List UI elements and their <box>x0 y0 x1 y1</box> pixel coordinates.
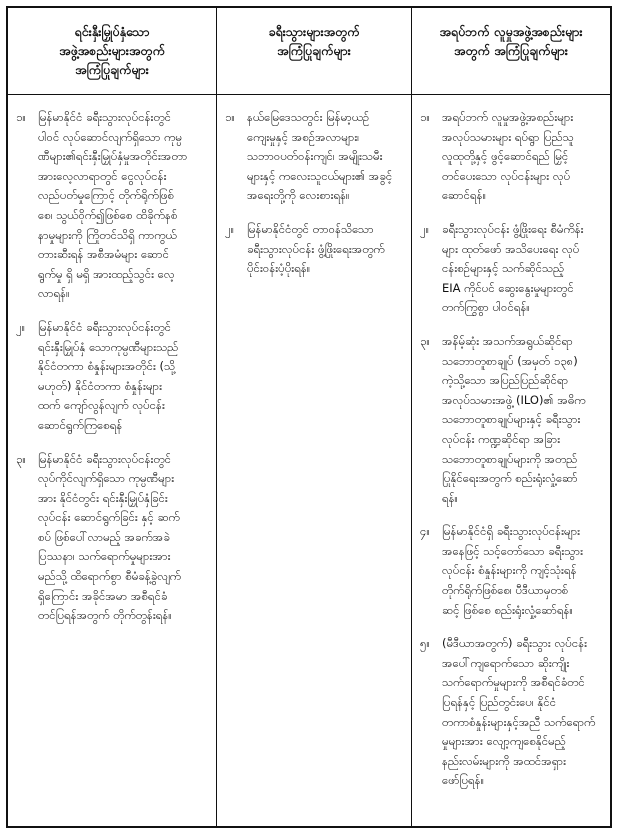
list-item <box>16 318 208 436</box>
recommendations-table <box>6 6 612 828</box>
column-body <box>412 94 610 826</box>
list-item <box>420 108 602 206</box>
list-item <box>16 450 208 626</box>
item-number: ၂။ <box>16 319 26 334</box>
column-body <box>8 94 216 826</box>
list-item <box>420 332 602 508</box>
list-item <box>420 220 602 318</box>
column-header <box>412 8 610 94</box>
item-number: ၃။ <box>16 451 26 466</box>
column-header-text: ခရီးသွားများအတွက် အကြံပြုချက်များ <box>268 24 360 58</box>
item-number: ၂။ <box>225 221 235 236</box>
item-number: ၅။ <box>420 636 430 651</box>
item-text: မြန်မာနိုင်ငံ ခရီးသွားလုပ်ငန်းတွင် ပါဝင် လုပ်ဆောင်လျက်ရှိသော ကုမ္ပ ဏီများ၏ရင်းနှီးမြှုပ်နှံမှုအတိုင်းအတာ အားလေ့လာရာတွင် ငွေလုပ်ငန်း လည်ပတ်မှုကြောင့် တိုက်ရိုက်ဖြစ် စေ၊ သွယ်ဝိုက်၍ဖြစ်စေ ထိခိုက်နစ် နာမှုများကို ကြိုတင်သိရှိ ကာကွယ် တားဆီးရန် အစီအမံများ ဆောင် ရွက်မှု ရှိ မရှိ အားထည့်သွင်း လေ့ လာရန်။ <box>38 110 188 301</box>
item-number: ၄။ <box>420 524 430 539</box>
column-body <box>217 94 411 826</box>
item-text: (မီဒီယာအတွက်) ခရီးသွား လုပ်ငန်း အပေါ်ကျရောက်သော ဆိုးကျိုး သက်ရောက်မှုများကို အစီရင်ခံတင် ပြရန်နှင့် ပြည်တွင်းပေ၊ နိုင်ငံ တကာစံနှုန်းများနှင့်အညီ သက်ရောက် မှုများအား လျော့ကျစေနိုင်မည့် နည်းလမ်းများကို အထင်အရှား ဖော်ပြရန်။ <box>442 636 596 788</box>
item-text: မြန်မာနိုင်ငံတွင် တာဝန်သိသော ခရီးသွားလုပ်ငန်း ဖွံ့ဖြိုးရေးအတွက် ပိုင်းဝန်းပံ့ပိုးရန်။ <box>247 221 385 276</box>
item-number: ၁။ <box>225 110 235 124</box>
list-item <box>420 634 602 791</box>
item-number: ၁။ <box>16 110 26 124</box>
column-header-text: ရင်းနှီးမြှုပ်နှံသော အဖွဲ့အစည်းများအတွက် အကြံပြုချက်များ <box>59 24 165 77</box>
item-number: ၃။ <box>420 333 430 348</box>
item-text: မြန်မာနိုင်ငံ ခရီးသွားလုပ်ငန်းတွင် လုပ်ကိုင်လျက်ရှိသော ကုမ္ပဏီများ အား နိုင်ငံတွင်း ရင်းနှီးမြှုပ်နှံခြင်း လုပ်ငန်း ဆောင်ရွက်ခြင်း နှင့် ဆက် စပ် ဖြစ်ပေါ်လာမည့် အခက်အခဲ ပြဿနာ၊ သက်ရောက်မှုများအား မည်သို့ ထိရောက်စွာ စီမံခန့်ခွဲလျက် ရှိကြောင်း အခိုင်အမာ အစီရင်ခံ တင်ပြရန်အတွက် တိုက်တွန်းရန်။ <box>38 451 182 623</box>
item-text: အနိမ့်ဆုံး အသက်အရွယ်ဆိုင်ရာ သဘောတူစာချုပ် (အမှတ် ၁၃၈) ကဲ့သို့သော အပြည်ပြည်ဆိုင်ရာ အလုပ်သမားအဖွဲ့ (ILO)၏ အဓိက သဘောတူစာချုပ်များနှင့် ခရီးသွား လုပ်ငန်း ကဏ္ဍဆိုင်ရာ အခြား သဘောတူစာချုပ်များကို အတည် ပြုနိုင်ရေးအတွက် စည်းရုံးလှုံ့ဆော် ရန်။ <box>442 333 586 505</box>
item-text: ခရီးသွားလုပ်ငန်း ဖွံ့ဖြိုးရေး စီမံကိန်း များ ထုတ်ဖော် အသိပေးရေး လုပ် ငန်းစဉ်များနှင့် သက်ဆိုင်သည့် EIA ကိုင်ပင် ဆွေးနွေးမှုများတွင် တက်ကြွစွာ ပါဝင်ရန်။ <box>442 221 584 315</box>
column-civil-society <box>412 8 610 826</box>
column-investors <box>8 8 216 826</box>
item-number: ၂။ <box>420 221 430 236</box>
item-text: နယ်မြေဒေသတွင်း မြန်မာ့ယဉ် ကျေးမှုနှင့် အစဉ်အလာများ၊ သဘာဝပတ်ဝန်းကျင်၊ အမျိုးသမီး များနှင့် ကလေးသူငယ်များ၏ အခွင့် အရေးတို့ကို လေးစားရန်။ <box>247 110 393 203</box>
column-header-text: အရပ်ဘက် လူမှုအဖွဲ့အစည်းများ အတွက် အကြံပြုချက်များ <box>439 24 583 58</box>
column-header <box>217 8 411 94</box>
item-text: မြန်မာနိုင်ငံ ခရီးသွားလုပ်ငန်းတွင် ရင်းနှီးမြှုပ်နှံ သောကုမ္ပဏီများသည် နိုင်ငံတကာ စံနှုန်းများအတိုင်း (သို့ မဟုတ်) နိုင်ငံတကာ စံနှုန်းများ ထက် ကျော်လွန်လျက် လုပ်ငန်း ဆောင်ရွက်ကြစေရန် <box>38 319 179 432</box>
item-number: ၁။ <box>420 110 430 124</box>
item-text: အရပ်ဘက် လူမှုအဖွဲ့အစည်းများ အလုပ်သမားများ ရပ်ရွာ ပြည်သူ လူထုတို့နှင့် ဖွင့်ဆောင်ရည် မြှင့် တင်ပေးသော လုပ်ငန်းများ လုပ် ဆောင်ရန်။ <box>442 110 574 203</box>
list-item <box>225 220 403 279</box>
list-item <box>225 108 403 206</box>
list-item <box>420 522 602 620</box>
column-tourists <box>217 8 411 826</box>
item-text: မြန်မာနိုင်ငံရှိ ခရီးသွားလုပ်ငန်းများ အနေဖြင့် သင့်တော်သော ခရီးသွား လုပ်ငန်း စံနှုန်းများကို ကျင့်သုံးရန် တိုက်ရိုက်ဖြစ်စေ၊ ပီဒီယာမှတစ် ဆင့် ဖြစ်စေ စည်းရုံးလှုံ့ဆော်ရန်။ <box>442 524 584 617</box>
column-header <box>8 8 216 94</box>
list-item <box>16 108 208 304</box>
